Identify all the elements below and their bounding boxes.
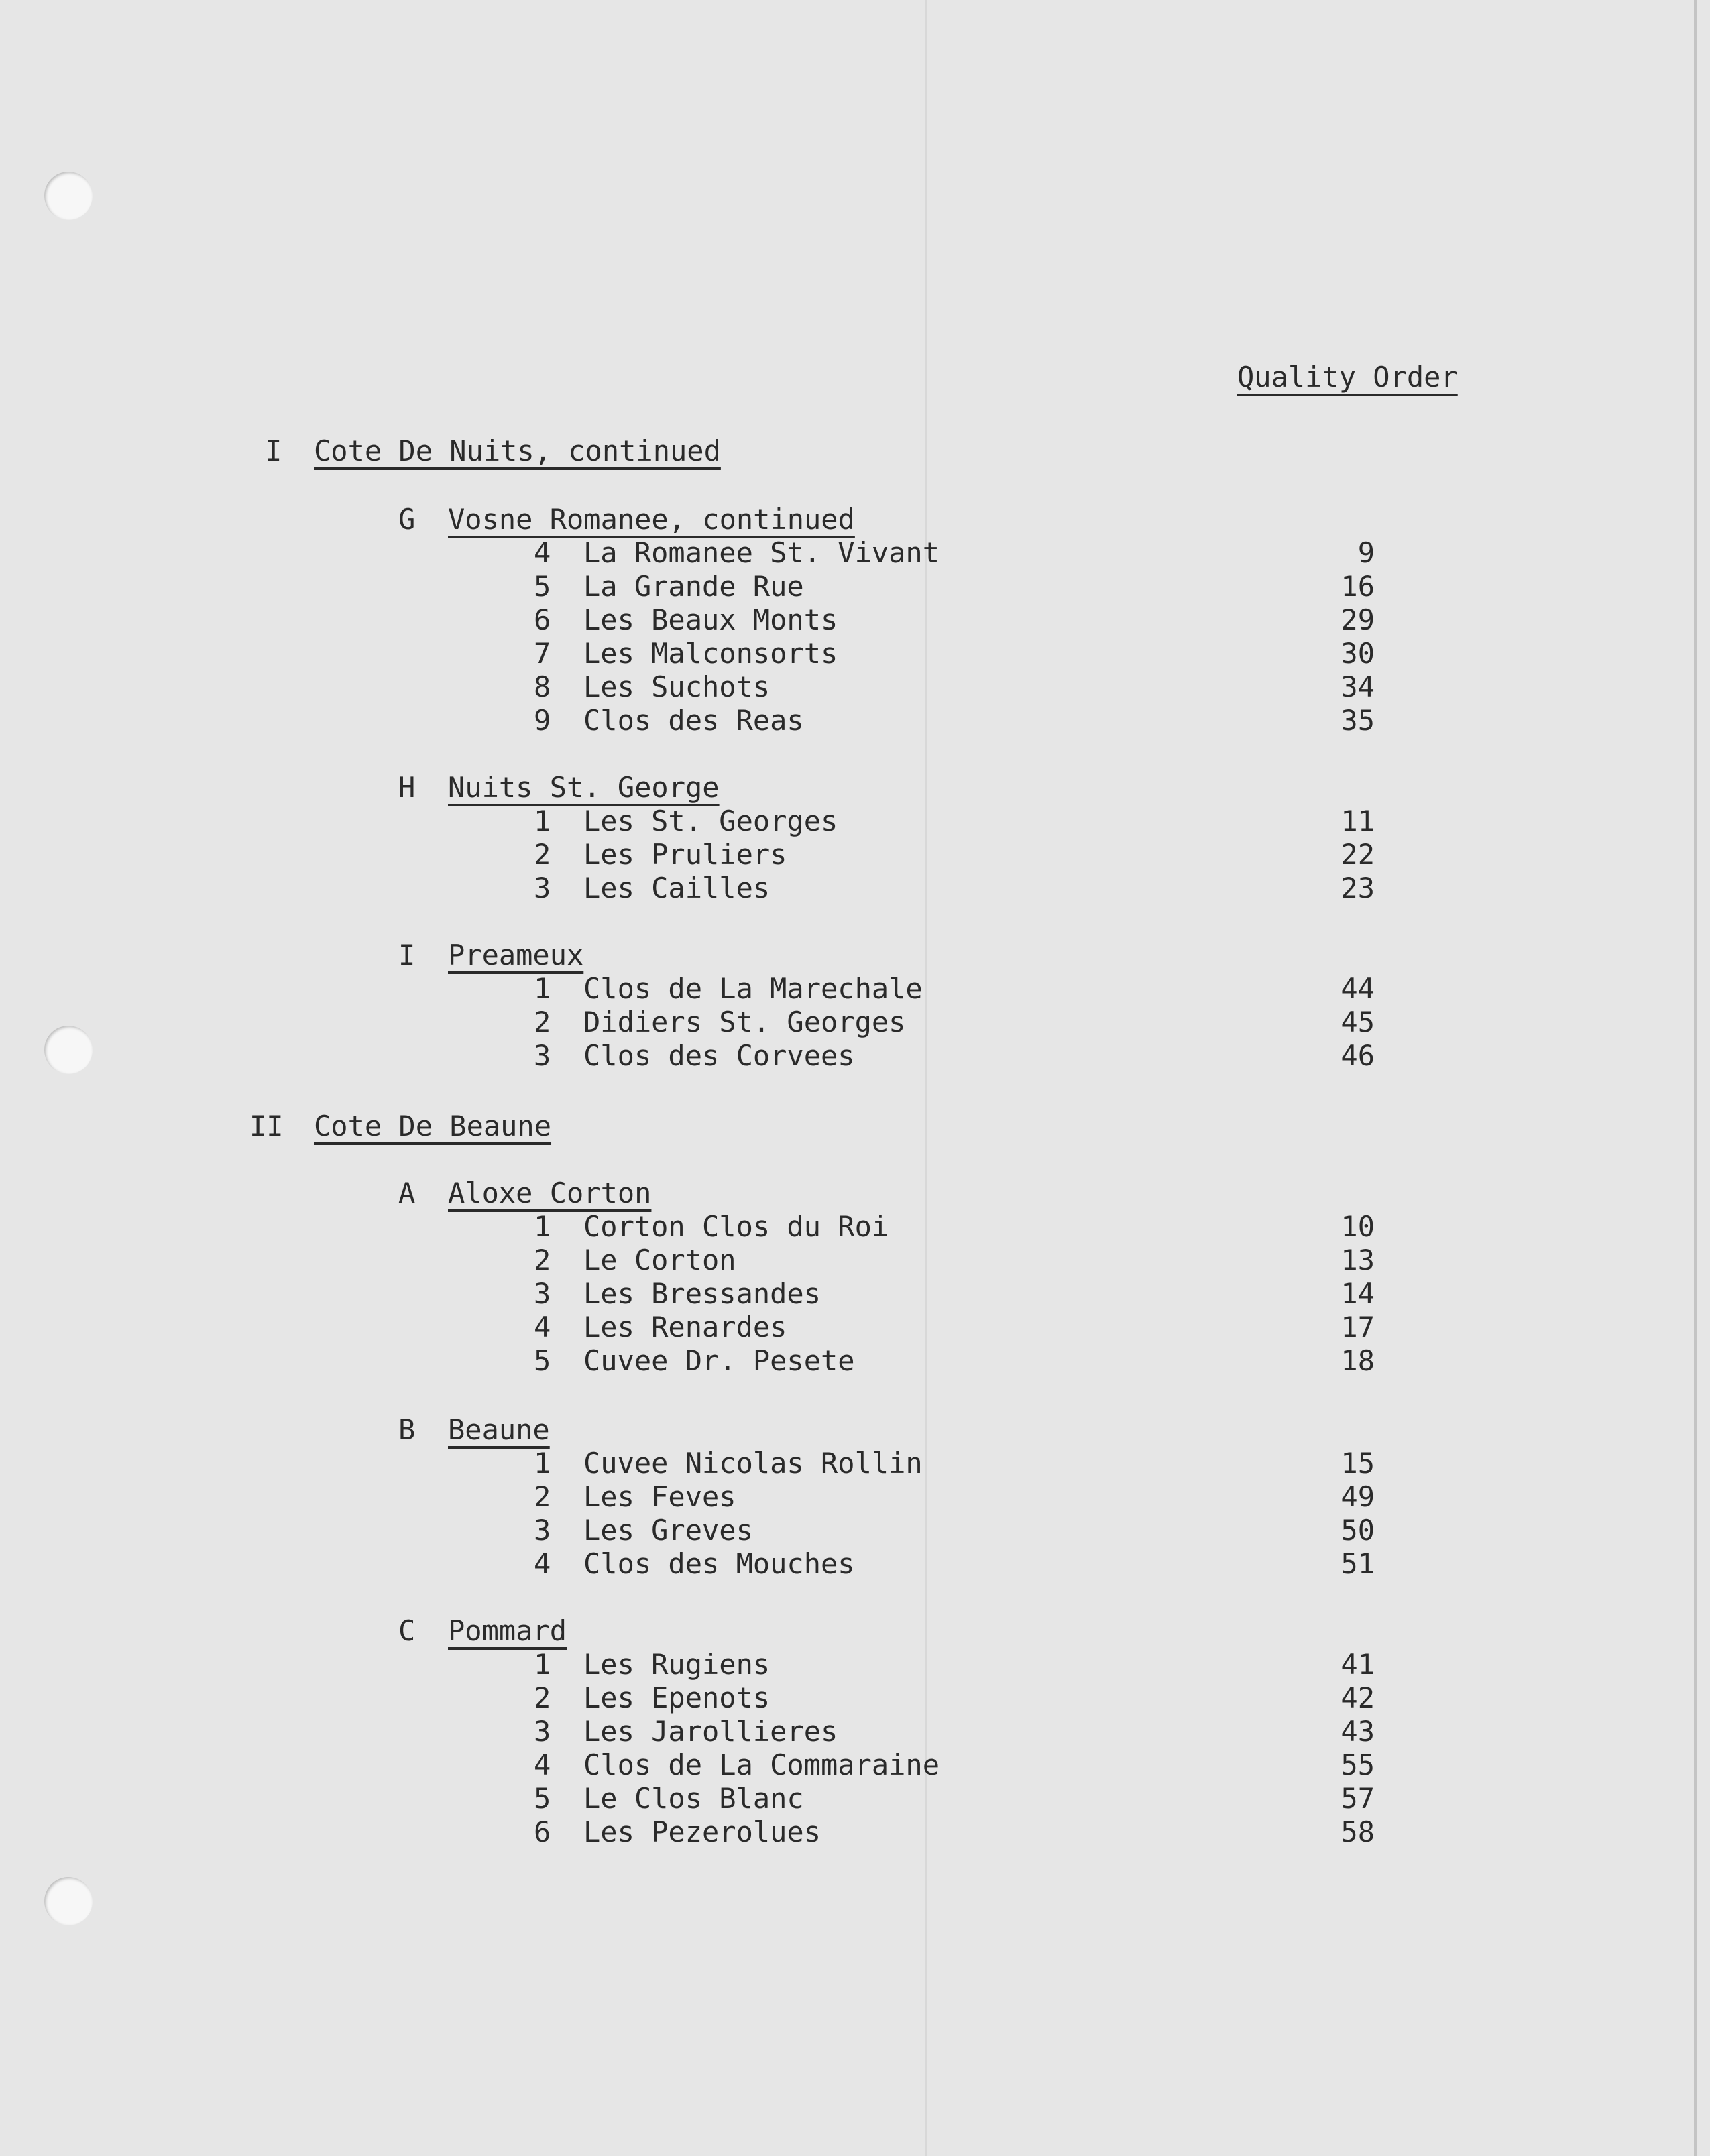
item-rank: 49 [1341,1480,1375,1513]
punch-hole-icon [44,172,93,220]
item-rank: 15 [1341,1447,1375,1480]
item-number: 4 [534,1547,551,1580]
item-number: 5 [534,1782,551,1815]
item-number: 5 [534,1344,551,1377]
item-number: 3 [534,1514,551,1547]
item-name: Les Feves [583,1480,736,1513]
item-name: Le Clos Blanc [583,1782,804,1815]
item-number: 9 [534,704,551,737]
item-rank: 57 [1341,1782,1375,1815]
section-numeral: I [265,434,282,467]
item-number: 1 [534,972,551,1005]
item-number: 1 [534,1648,551,1681]
item-number: 7 [534,637,551,670]
item-name: La Romanee St. Vivant [583,536,940,569]
item-rank: 46 [1341,1039,1375,1072]
item-number: 2 [534,1244,551,1276]
item-number: 2 [534,1681,551,1714]
item-rank: 14 [1341,1277,1375,1310]
item-rank: 41 [1341,1648,1375,1681]
item-rank: 58 [1341,1815,1375,1848]
item-rank: 10 [1341,1210,1375,1243]
group-letter: I [398,939,416,971]
item-name: Les Pruliers [583,838,787,871]
item-name: Les Rugiens [583,1648,771,1681]
group-title: Vosne Romanee, continued [448,503,855,536]
item-rank: 50 [1341,1514,1375,1547]
page-edge [1694,0,1697,2156]
item-rank: 29 [1341,603,1375,636]
punch-hole-icon [44,1026,93,1074]
item-number: 6 [534,1815,551,1848]
section-numeral: II [249,1110,284,1142]
item-number: 5 [534,570,551,603]
item-number: 4 [534,1748,551,1781]
item-rank: 44 [1341,972,1375,1005]
group-letter: B [398,1413,416,1446]
item-name: Clos de La Marechale [583,972,923,1005]
item-number: 3 [534,1715,551,1748]
item-name: Clos des Reas [583,704,804,737]
item-rank: 18 [1341,1344,1375,1377]
item-number: 2 [534,1006,551,1038]
item-rank: 51 [1341,1547,1375,1580]
item-name: Le Corton [583,1244,736,1276]
item-name: Les Malconsorts [583,637,838,670]
item-number: 4 [534,1311,551,1343]
item-rank: 23 [1341,872,1375,904]
item-name: Les Cailles [583,872,771,904]
item-number: 1 [534,1210,551,1243]
group-letter: A [398,1177,416,1209]
item-rank: 11 [1341,804,1375,837]
item-name: Les Greves [583,1514,753,1547]
group-letter: H [398,771,416,804]
item-number: 4 [534,536,551,569]
item-number: 3 [534,872,551,904]
item-name: Cuvee Dr. Pesete [583,1344,855,1377]
group-title: Preameux [448,939,584,971]
item-name: Les Bressandes [583,1277,821,1310]
item-rank: 16 [1341,570,1375,603]
item-number: 6 [534,603,551,636]
item-rank: 30 [1341,637,1375,670]
item-number: 2 [534,1480,551,1513]
item-rank: 55 [1341,1748,1375,1781]
item-rank: 17 [1341,1311,1375,1343]
group-title: Nuits St. George [448,771,720,804]
item-name: Clos de La Commaraine [583,1748,940,1781]
item-rank: 42 [1341,1681,1375,1714]
group-letter: C [398,1614,416,1647]
item-number: 1 [534,804,551,837]
item-name: Les Jarollieres [583,1715,838,1748]
item-name: Les Suchots [583,670,771,703]
item-name: Clos des Mouches [583,1547,855,1580]
group-title: Beaune [448,1413,550,1446]
item-name: Didiers St. Georges [583,1006,906,1038]
item-rank: 43 [1341,1715,1375,1748]
section-title: Cote De Nuits, continued [314,434,721,467]
item-number: 1 [534,1447,551,1480]
item-rank: 45 [1341,1006,1375,1038]
item-number: 8 [534,670,551,703]
item-name: Cuvee Nicolas Rollin [583,1447,923,1480]
item-name: Corton Clos du Roi [583,1210,889,1243]
item-number: 3 [534,1039,551,1072]
section-title: Cote De Beaune [314,1110,552,1142]
item-name: Les Renardes [583,1311,787,1343]
quality-order-heading: Quality Order [1237,361,1458,394]
punch-hole-icon [44,1877,93,1925]
item-number: 3 [534,1277,551,1310]
item-rank: 34 [1341,670,1375,703]
group-title: Pommard [448,1614,567,1647]
item-name: La Grande Rue [583,570,804,603]
item-name: Clos des Corvees [583,1039,855,1072]
item-name: Les Epenots [583,1681,771,1714]
item-rank: 13 [1341,1244,1375,1276]
page-fold-line [925,0,927,2156]
group-title: Aloxe Corton [448,1177,652,1209]
group-letter: G [398,503,416,536]
item-number: 2 [534,838,551,871]
item-rank: 22 [1341,838,1375,871]
item-name: Les Pezerolues [583,1815,821,1848]
item-rank: 35 [1341,704,1375,737]
item-name: Les Beaux Monts [583,603,838,636]
item-name: Les St. Georges [583,804,838,837]
item-rank: 9 [1357,536,1375,569]
